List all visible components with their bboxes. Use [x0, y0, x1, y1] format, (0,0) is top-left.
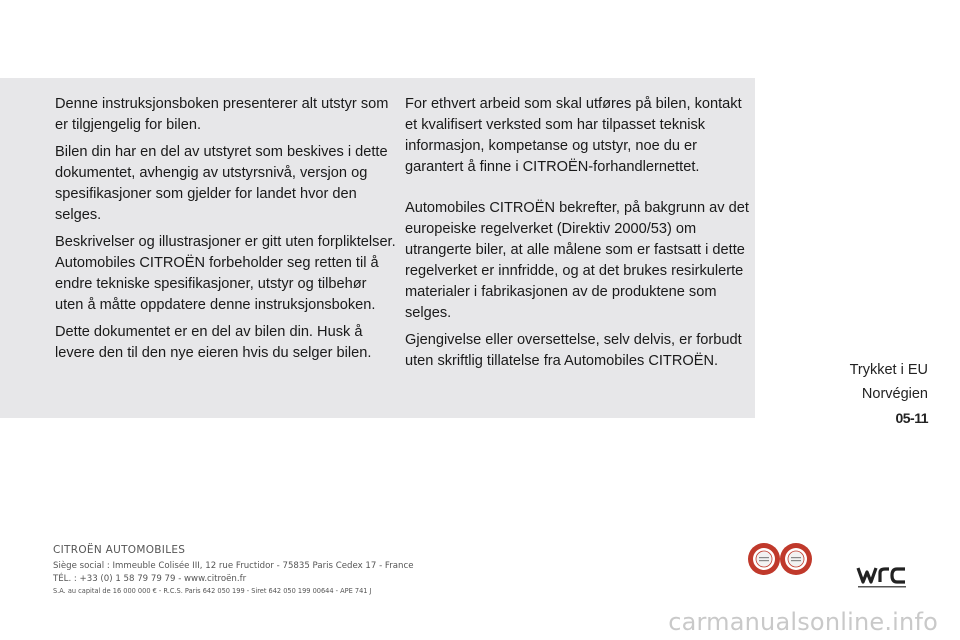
championship-badges-icon — [746, 539, 816, 579]
company-name: CITROËN AUTOMOBILES — [53, 544, 186, 556]
company-footer — [53, 544, 414, 597]
right-column — [405, 94, 750, 378]
company-address: Siège social : Immeuble Colisée III, 12 rue Fructidor - 75835 Paris Cedex 17 - France — [53, 561, 414, 571]
company-contact: TÉL. : +33 (0) 1 58 79 79 79 - www.citroën.fr — [53, 574, 247, 584]
paragraph: Beskrivelser og illustrasjoner er gitt uten forpliktelser. Automobiles CITROËN forbeholder seg retten til å endre tekniske spesifikasjoner, utstyr og tilbehør uten å måtte oppdatere denne instruksjonsboken. — [55, 234, 396, 313]
paragraph: Automobiles CITROËN bekrefter, på bakgrunn av det europeiske regelverket (Direktiv 2000/53) om utrangerte biler, at alle målene som er fastsatt i dette regelverket er innfridde, og at det brukes resirkulerte materialer i fabrikasjonen av de produktene som selges. — [405, 200, 749, 321]
language: Norvégien — [861, 386, 928, 402]
company-legal: S.A. au capital de 16 000 000 € - R.C.S. Paris 642 050 199 - Siret 642 050 199 00644 - APE 741 J — [53, 587, 372, 595]
paragraph: For ethvert arbeid som skal utføres på bilen, kontakt et kvalifisert verksted som har tilpasset teknisk informasjon, kompetanse og utstyr, noe du er garantert å finne i CITROËN-forhandlernettet. — [405, 96, 742, 175]
paragraph: Denne instruksjonsboken presenterer alt utstyr som er tilgjengelig for bilen. — [55, 96, 389, 133]
left-column — [55, 94, 397, 370]
printed-in: Trykket i EU — [849, 362, 928, 378]
wrc-logo-icon — [856, 564, 908, 590]
print-info — [850, 358, 928, 430]
print-code: 05-11 — [895, 410, 928, 426]
paragraph: Gjengivelse eller oversettelse, selv delvis, er forbudt uten skriftlig tillatelse fra Automobiles CITROËN. — [405, 332, 742, 369]
paragraph: Bilen din har en del av utstyret som beskives i dette dokumentet, avhengig av utstyrsnivå, versjon og spesifikasjoner som gjelder for landet hvor den selges. — [55, 144, 388, 223]
watermark: carmanualsonline.info — [668, 608, 938, 636]
paragraph: Dette dokumentet er en del av bilen din. Husk å levere den til den nye eieren hvis du selger bilen. — [55, 324, 372, 361]
